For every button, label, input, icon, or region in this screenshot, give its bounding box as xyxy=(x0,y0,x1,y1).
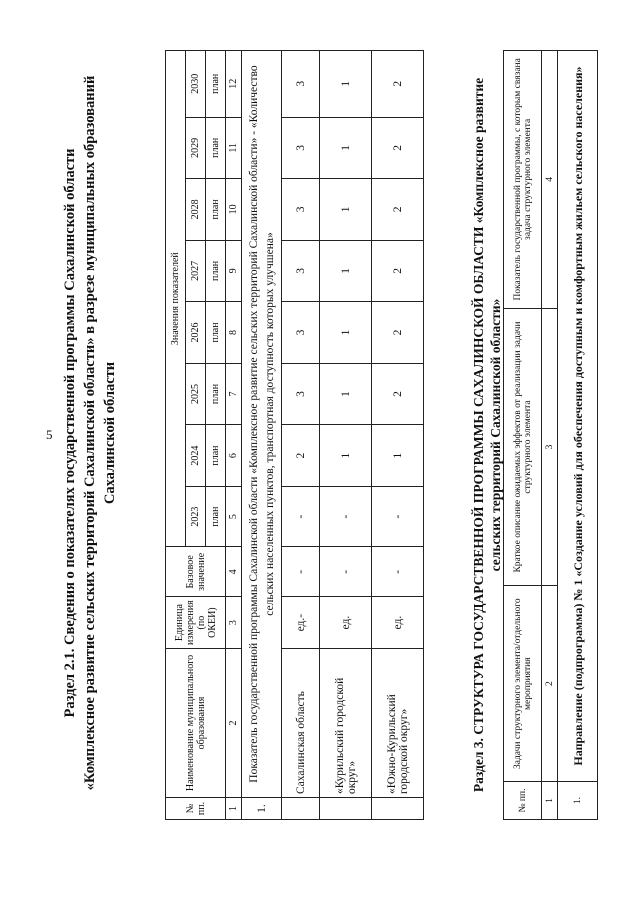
value-cell: 2 xyxy=(372,117,424,179)
table-row xyxy=(372,51,424,820)
header-plan: план xyxy=(206,179,226,241)
value-cell: 1 xyxy=(320,179,372,241)
value-cell: 2 xyxy=(372,51,424,118)
value-cell: 1 xyxy=(372,425,424,487)
column-number: 3 xyxy=(542,308,558,586)
table-row xyxy=(282,51,320,820)
column-number: 7 xyxy=(226,363,242,425)
municipality-name: «Курильский городской округ» xyxy=(320,648,372,797)
header-plan: план xyxy=(206,486,226,547)
municipality-name: «Южно-Курильский городской округ» xyxy=(372,648,424,797)
header-plan: план xyxy=(206,117,226,179)
page-number: 5 xyxy=(46,427,53,442)
value-cell: 2 xyxy=(282,425,320,487)
column-number: 12 xyxy=(226,51,242,118)
column-number: 9 xyxy=(226,240,242,302)
column-number: 2 xyxy=(542,586,558,782)
unit-cell: ед.- xyxy=(282,597,320,649)
section-3-title: Раздел 3. СТРУКТУРА ГОСУДАРСТВЕННОЙ ПРОГРАММЫ САХАЛИНСКОЙ ОБЛАСТИ «Комплексное развитие сельских территорий Сахалинской области» xyxy=(471,77,503,793)
value-cell: 1 xyxy=(320,117,372,179)
header-no: № пп. xyxy=(166,798,226,820)
column-number: 10 xyxy=(226,179,242,241)
value-cell: - xyxy=(282,486,320,547)
indicator-number: 1. xyxy=(242,798,282,820)
header-year: 2029 xyxy=(186,117,206,179)
value-cell: 3 xyxy=(282,117,320,179)
header-plan: план xyxy=(206,240,226,302)
unit-cell: ед. xyxy=(320,597,372,649)
value-cell: 3 xyxy=(282,179,320,241)
title-line-3: Сахалинской области xyxy=(102,361,118,505)
base-value-cell: - xyxy=(372,547,424,597)
municipality-name: Сахалинская область xyxy=(282,648,320,797)
column-number: 5 xyxy=(226,486,242,547)
value-cell: - xyxy=(372,486,424,547)
column-number: 4 xyxy=(542,51,558,309)
header-year: 2023 xyxy=(186,486,206,547)
header-effects: Краткое описание ожидаемых эффектов от реализации задачи структурного элемента xyxy=(504,308,542,586)
value-cell: 2 xyxy=(372,179,424,241)
unit-cell: ед. xyxy=(372,597,424,649)
title-line-2: «Комплексное развитие сельских территорий Сахалинской области» в разрезе муниципальных образований xyxy=(82,75,98,791)
value-cell: 1 xyxy=(320,51,372,118)
header-year: 2027 xyxy=(186,240,206,302)
value-cell: 1 xyxy=(320,425,372,487)
section-2-1-title xyxy=(60,18,120,848)
table-row xyxy=(558,51,598,820)
value-cell: 2 xyxy=(372,302,424,364)
column-number: 1 xyxy=(542,782,558,820)
column-number: 6 xyxy=(226,425,242,487)
value-cell: 2 xyxy=(372,240,424,302)
value-cell: 3 xyxy=(282,240,320,302)
header-year: 2026 xyxy=(186,302,206,364)
value-cell: 1 xyxy=(320,363,372,425)
base-value-cell: - xyxy=(282,547,320,597)
column-number: 3 xyxy=(226,597,242,649)
indicator-description: Показатель государственной программы Сахалинской области «Комплексное развитие сельских территорий Сахалинской области» - «Количество сельских населенных пунктов, транспортная доступность которых улучшена» xyxy=(242,51,282,798)
value-cell: 1 xyxy=(320,240,372,302)
program-structure-table xyxy=(503,50,598,820)
header-no: № пп. xyxy=(504,782,542,820)
value-cell: 1 xyxy=(320,302,372,364)
value-cell: 3 xyxy=(282,51,320,118)
header-plan: план xyxy=(206,425,226,487)
header-base-value: Базовое значение xyxy=(166,547,226,597)
header-year: 2028 xyxy=(186,179,206,241)
header-linked-indicator: Показатель государственной программы, с которым связана задача структурного элемента xyxy=(504,51,542,309)
column-number: 2 xyxy=(226,648,242,797)
header-unit: Единица измерения (по ОКЕИ) xyxy=(166,597,226,649)
table-row xyxy=(320,51,372,820)
value-cell: 3 xyxy=(282,363,320,425)
subprogram-direction: Направление (подпрограмма) № 1 «Создание условий для обеспечения доступным и комфортным жильем сельского населения» xyxy=(558,51,598,782)
header-municipality: Наименование муниципального образования xyxy=(166,648,226,797)
header-plan: план xyxy=(206,363,226,425)
row-number: 1. xyxy=(558,782,598,820)
header-year: 2024 xyxy=(186,425,206,487)
column-number: 1 xyxy=(226,798,242,820)
column-number: 8 xyxy=(226,302,242,364)
title-line-1: Раздел 2.1. Сведения о показателях государственной программы Сахалинской области xyxy=(62,148,78,718)
column-number: 11 xyxy=(226,117,242,179)
header-plan: план xyxy=(206,302,226,364)
indicators-table xyxy=(165,50,424,820)
value-cell: 3 xyxy=(282,302,320,364)
value-cell: - xyxy=(320,486,372,547)
header-indicator-values: Значения показателей xyxy=(166,51,186,547)
header-tasks: Задачи структурного элемента/отдельного мероприятия xyxy=(504,586,542,782)
header-year: 2030 xyxy=(186,51,206,118)
header-year: 2025 xyxy=(186,363,206,425)
base-value-cell: - xyxy=(320,547,372,597)
value-cell: 2 xyxy=(372,363,424,425)
column-number: 4 xyxy=(226,547,242,597)
header-plan: план xyxy=(206,51,226,118)
